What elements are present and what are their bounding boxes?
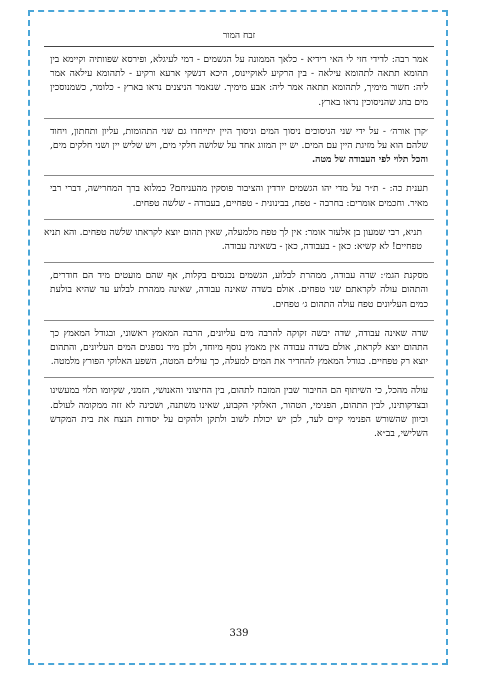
paragraph-text-regular: ׳קרן אורה׳ - על ידי שני הניסוכים ניסוך המים וניסוך היין יתייחדו גם שני התהומות, עליון ותחתון, ויחוד שלהם הוא על מזיגת היין עם המים. יש יין המזוג אחד על שלושה חלקי מים, ויש שליש יין ושני חלקים מים, bbox=[50, 125, 428, 152]
paragraph-text: אמר רבה: לדידי חזי לי האי רידיא - כלאך הממונה על הגשמים - דמי לעיגלא, ופירסא שפוותיה וקיימא בין תהומא תתאה לתהומא עילאה - בין הרקיע לאוקיינוס, היכא דנשקי ארעא ורקיע - לתהומא עילאה אמר ליה: חשור מימיך, לתהומא תתאה אמר ליה: אבע מימיך. שנאמר הניצנים נראו בארץ - כלומר, כשמנוסכין מים בחג שהניסוכין נראו בארץ. bbox=[50, 54, 428, 108]
paragraph-block-3 bbox=[44, 176, 434, 219]
running-header bbox=[44, 30, 434, 47]
paragraph-text: עולה מהכל, כי השיתוף הם החיבור שבין המזבח לתהום, בין החיצוני והאנושי, הזמני, שקיומו תלוי במעשינו ובצדקותינו, לבין התהום, הפנימי, הטהור, האלוקי הקבוע, שאינו משתנה, ושכינה לא זזה ממקומה לעולם. וכיוון שהשורש הפנימי קיים לעד, לכן יש יכולת לשוב ולתקן ולהקים על יסודות הנצח את בית המקדש השלישי, בב״א. bbox=[50, 385, 428, 440]
paragraph-block-1 bbox=[44, 47, 434, 119]
paragraph-text-bold: והכל תלוי לפי העבודה של מטה. bbox=[311, 154, 428, 166]
paragraph-block-5 bbox=[44, 263, 434, 321]
page-number: 339 bbox=[229, 628, 249, 639]
document-page bbox=[44, 22, 434, 662]
paragraph-text: מסקנת הגמ׳: שדה עבודה, ממהרת לבלוע, הגשמים נכנסים בקלות, אף שהם מועטים מיד הם חודרים, והתהום עולה לקראתם שני טפחים. אולם בשדה שאינה עבודה, שאינה ממהרת לבלוע עד שהיא בולעת כמים העליונים טפח עולה התהום ג׳ טפחים. bbox=[50, 270, 428, 310]
paragraph-text: תניא, רבי שמעון בן אלעזר אומר: אין לך טפח מלמעלה, שאין תהום יוצא לקראתו שלשה טפחים. והא תניא טפחיים! לא קשיא: כאן - בעבודה, כאן - בשאינה עבודה. bbox=[44, 226, 422, 253]
paragraph-block-7 bbox=[44, 378, 434, 449]
paragraph-block-4-quote bbox=[44, 220, 434, 263]
paragraph-block-2 bbox=[44, 119, 434, 177]
paragraph-text bbox=[50, 125, 428, 168]
paragraph-text: שדה שאינה עבודה, שדה יבשה זקוקה להרבה מים עליונים, הרבה המאמץ ראשוני, ובגודל המאמץ כך התהום יוצא לקראת, אולם בשדה עבודה אין מאמץ נוסף מיוחד, ולכן מיד נספגים המים העליונים, והתהום יוצא רק טפחיים. כגודל המאמץ להחדיר את המים למעלה, כך עולים המטה, השפע האלוקי הפורץ מלמטה. bbox=[50, 327, 428, 368]
paragraph-text: תענית כה: - ת״ר על מדי יהו הגשמים יורדין והציבור פוסקין מהעניחם? כמלוא ברך המחרישה, דברי רבי מאיר. וחכמים אומרים: בחרבה - טפח, בבינונית - טפחיים, בעבודה - שלשה טפחים. bbox=[50, 183, 428, 209]
book-title: זבח המור bbox=[222, 31, 256, 41]
paragraph-block-6 bbox=[44, 321, 434, 379]
